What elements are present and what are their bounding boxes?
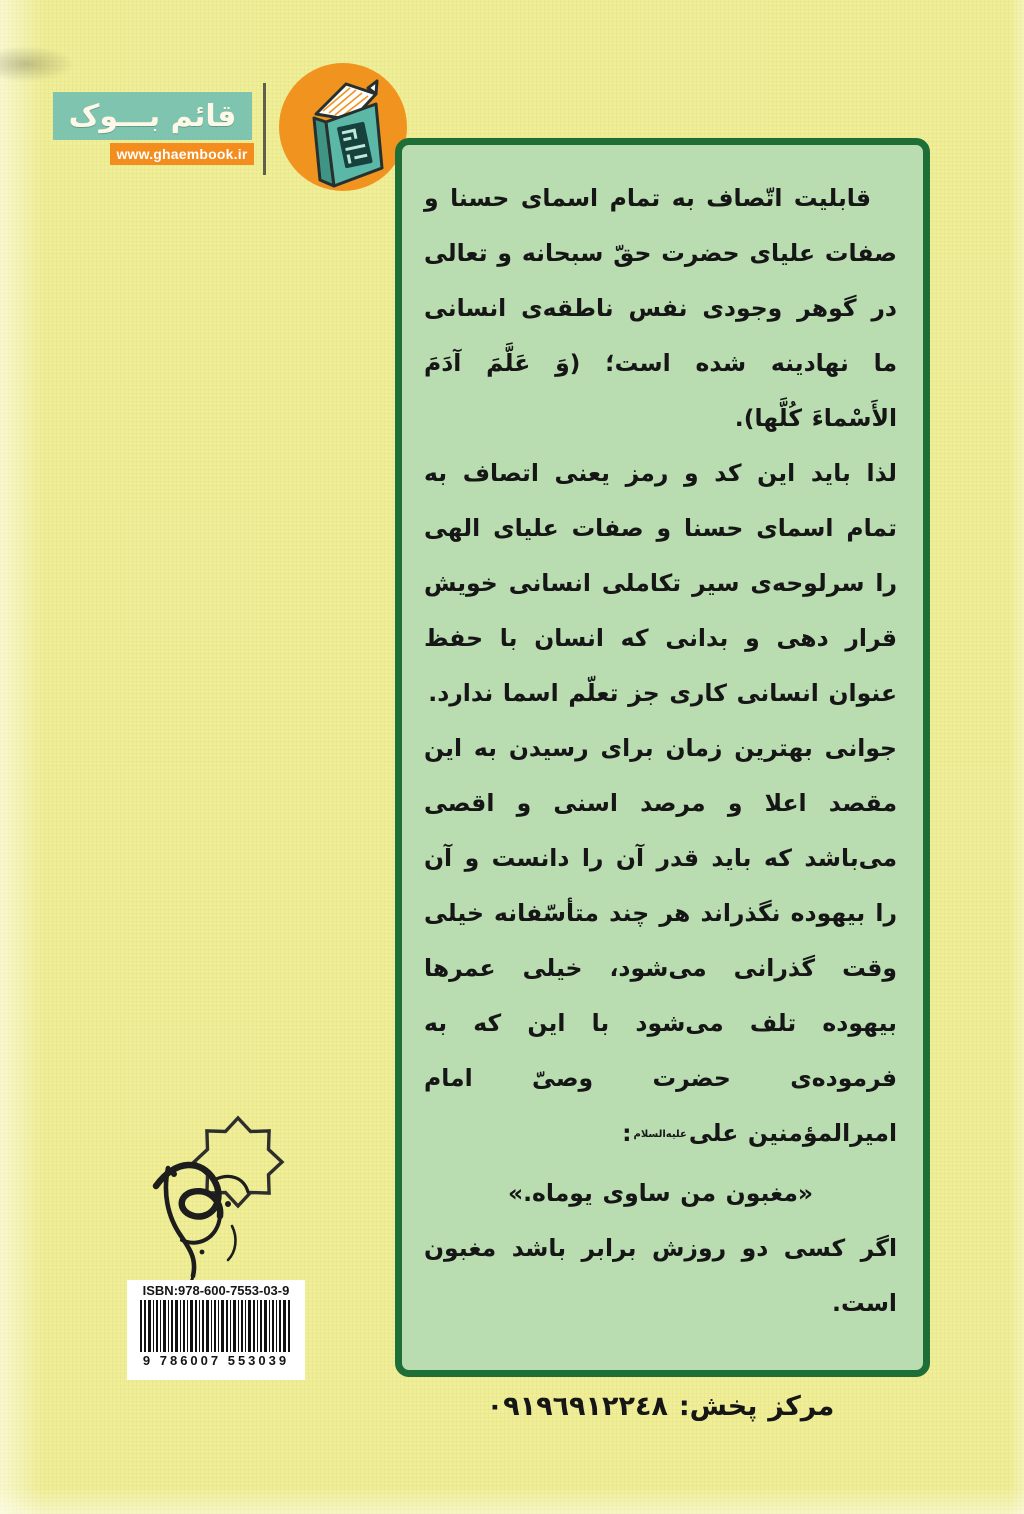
alayhis-salam-mark: علیه‌السلام [633,1129,687,1140]
publisher-logotype-text: قائم بـــوک [68,98,237,134]
hadith-quote: «مغبون من ساوی یوماه.» [507,1179,814,1207]
publisher-calligraphy-stamp [136,1106,300,1304]
calligraphy-star-icon [136,1106,300,1304]
paragraph-2: لذا باید این کد و رمز یعنی اتصاف به تمام اسمای حسنا و صفات علیای الهی را سرلوحه‌ی سیر تکاملی انسانی خویش قرار دهی و بدانی که انسان با حفظ عنوان انسانی کاری جز تعلّم اسما ندارد. [424,459,897,707]
distribution-label: مرکز پخش: [678,1391,835,1422]
distribution-phone: ۰۹۱۹٦۹۱۲۲٤۸ [486,1391,668,1422]
barcode-icon [140,1300,292,1352]
paragraph-1: قابلیت اتّصاف به تمام اسمای حسنا و صفات علیای حضرت حقّ سبحانه و تعالی در گوهر وجودی نفس ناطقه‌ی انسانی ما نهادینه شده است؛ (وَ عَلَّمَ آدَمَ الأَسْماءَ کُلَّها). [424,184,897,432]
isbn-digits: 9 786007 553039 [142,1353,290,1368]
brand-divider [263,83,266,175]
publisher-website [110,143,254,165]
hadith-translation: اگر کسی دو روزش برابر باشد مغبون است. [424,1234,897,1317]
back-cover-text-box [395,138,930,1422]
distribution-line [424,1379,897,1434]
publisher-website-text: www.ghaembook.ir [116,146,248,162]
paragraph-3 [424,721,897,1166]
isbn-block [127,1280,305,1380]
isbn-label: ISBN:978-600-7553-03-9 [142,1283,290,1298]
publisher-logotype [53,92,252,140]
ghaem-book-icon [276,62,410,196]
paragraph-3-colon: : [622,1119,632,1147]
book-badge-icon [276,62,410,196]
paragraph-3-text: جوانی بهترین زمان برای رسیدن به این مقصد اعلا و مرصد اسنی و اقصی می‌باشد که باید قدر آن را دانست و آن را بیهوده نگذراند هر چند متأسّفانه خیلی وقت گذرانی می‌شود، خیلی عمرها بیهوده تلف می‌شود با این که به فرموده‌ی حضرت وصیّ امام امیرالمؤمنین علی [424,734,897,1147]
